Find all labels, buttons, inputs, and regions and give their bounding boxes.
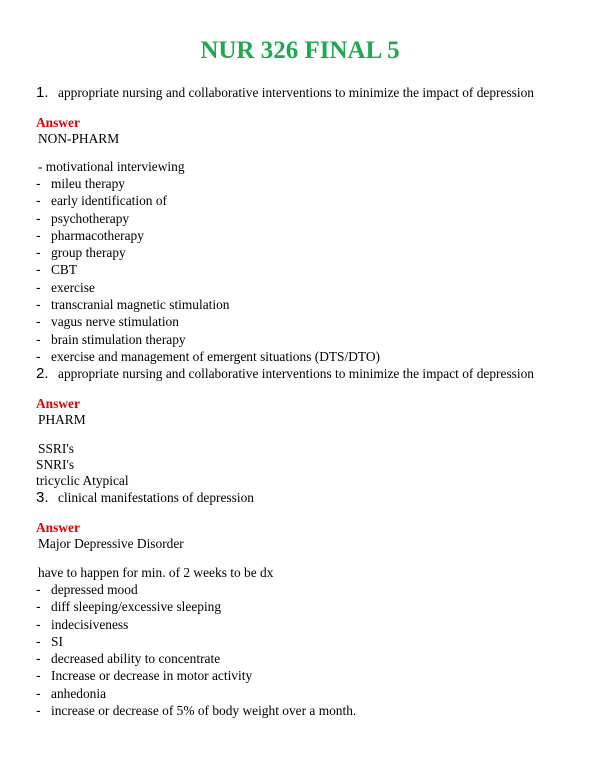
list-item: - psychotherapy — [36, 209, 130, 226]
answer-heading: PHARM — [38, 412, 86, 427]
document-title: NUR 326 FINAL 5 — [200, 37, 400, 64]
answer-label: Answer — [36, 396, 80, 411]
list-item: - group therapy — [36, 244, 126, 261]
list-item: - indecisiveness — [36, 615, 129, 632]
bullet-list — [36, 175, 380, 365]
list-item: - pharmacotherapy — [36, 226, 144, 243]
answer-heading: NON-PHARM — [38, 131, 120, 146]
answer-heading: Major Depressive Disorder — [38, 536, 184, 551]
question-1 — [36, 84, 534, 102]
list-item: - depressed mood — [36, 581, 138, 597]
answer-label: Answer — [36, 115, 80, 130]
question-number: 1. — [36, 84, 49, 101]
list-item: - anhedonia — [36, 684, 107, 701]
list-item: - CBT — [36, 261, 78, 278]
list-item: - decreased ability to concentrate — [36, 650, 221, 667]
question-2 — [36, 365, 534, 383]
answer-intro: - motivational interviewing — [38, 159, 185, 174]
question-3 — [36, 489, 254, 507]
list-item: - exercise and management of emergent situations (DTS/DTO) — [36, 347, 380, 364]
answer-intro: have to happen for min. of 2 weeks to be dx — [38, 565, 274, 580]
bullet-list — [36, 581, 356, 719]
question-text: clinical manifestations of depression — [58, 490, 254, 505]
answer-line: SSRI's — [38, 441, 74, 456]
list-item: - diff sleeping/excessive sleeping — [36, 598, 222, 615]
list-item: - mileu therapy — [36, 175, 125, 191]
list-item: - brain stimulation therapy — [36, 330, 186, 347]
list-item: - transcranial magnetic stimulation — [36, 296, 230, 313]
answer-label: Answer — [36, 520, 80, 535]
list-item: - SI — [36, 632, 63, 649]
question-text: appropriate nursing and collaborative interventions to minimize the impact of depression — [58, 85, 534, 100]
answer-line: tricyclic Atypical — [36, 473, 129, 488]
list-item: - early identification of — [36, 192, 168, 209]
answer-line: SNRI's — [36, 457, 75, 472]
list-item: - Increase or decrease in motor activity — [36, 667, 253, 684]
list-item: - exercise — [36, 278, 95, 295]
question-text: appropriate nursing and collaborative interventions to minimize the impact of depression — [58, 366, 534, 381]
question-number: 2. — [36, 365, 49, 382]
list-item: - increase or decrease of 5% of body weight over a month. — [36, 702, 357, 719]
list-item: - vagus nerve stimulation — [36, 313, 179, 330]
question-number: 3. — [36, 489, 49, 506]
